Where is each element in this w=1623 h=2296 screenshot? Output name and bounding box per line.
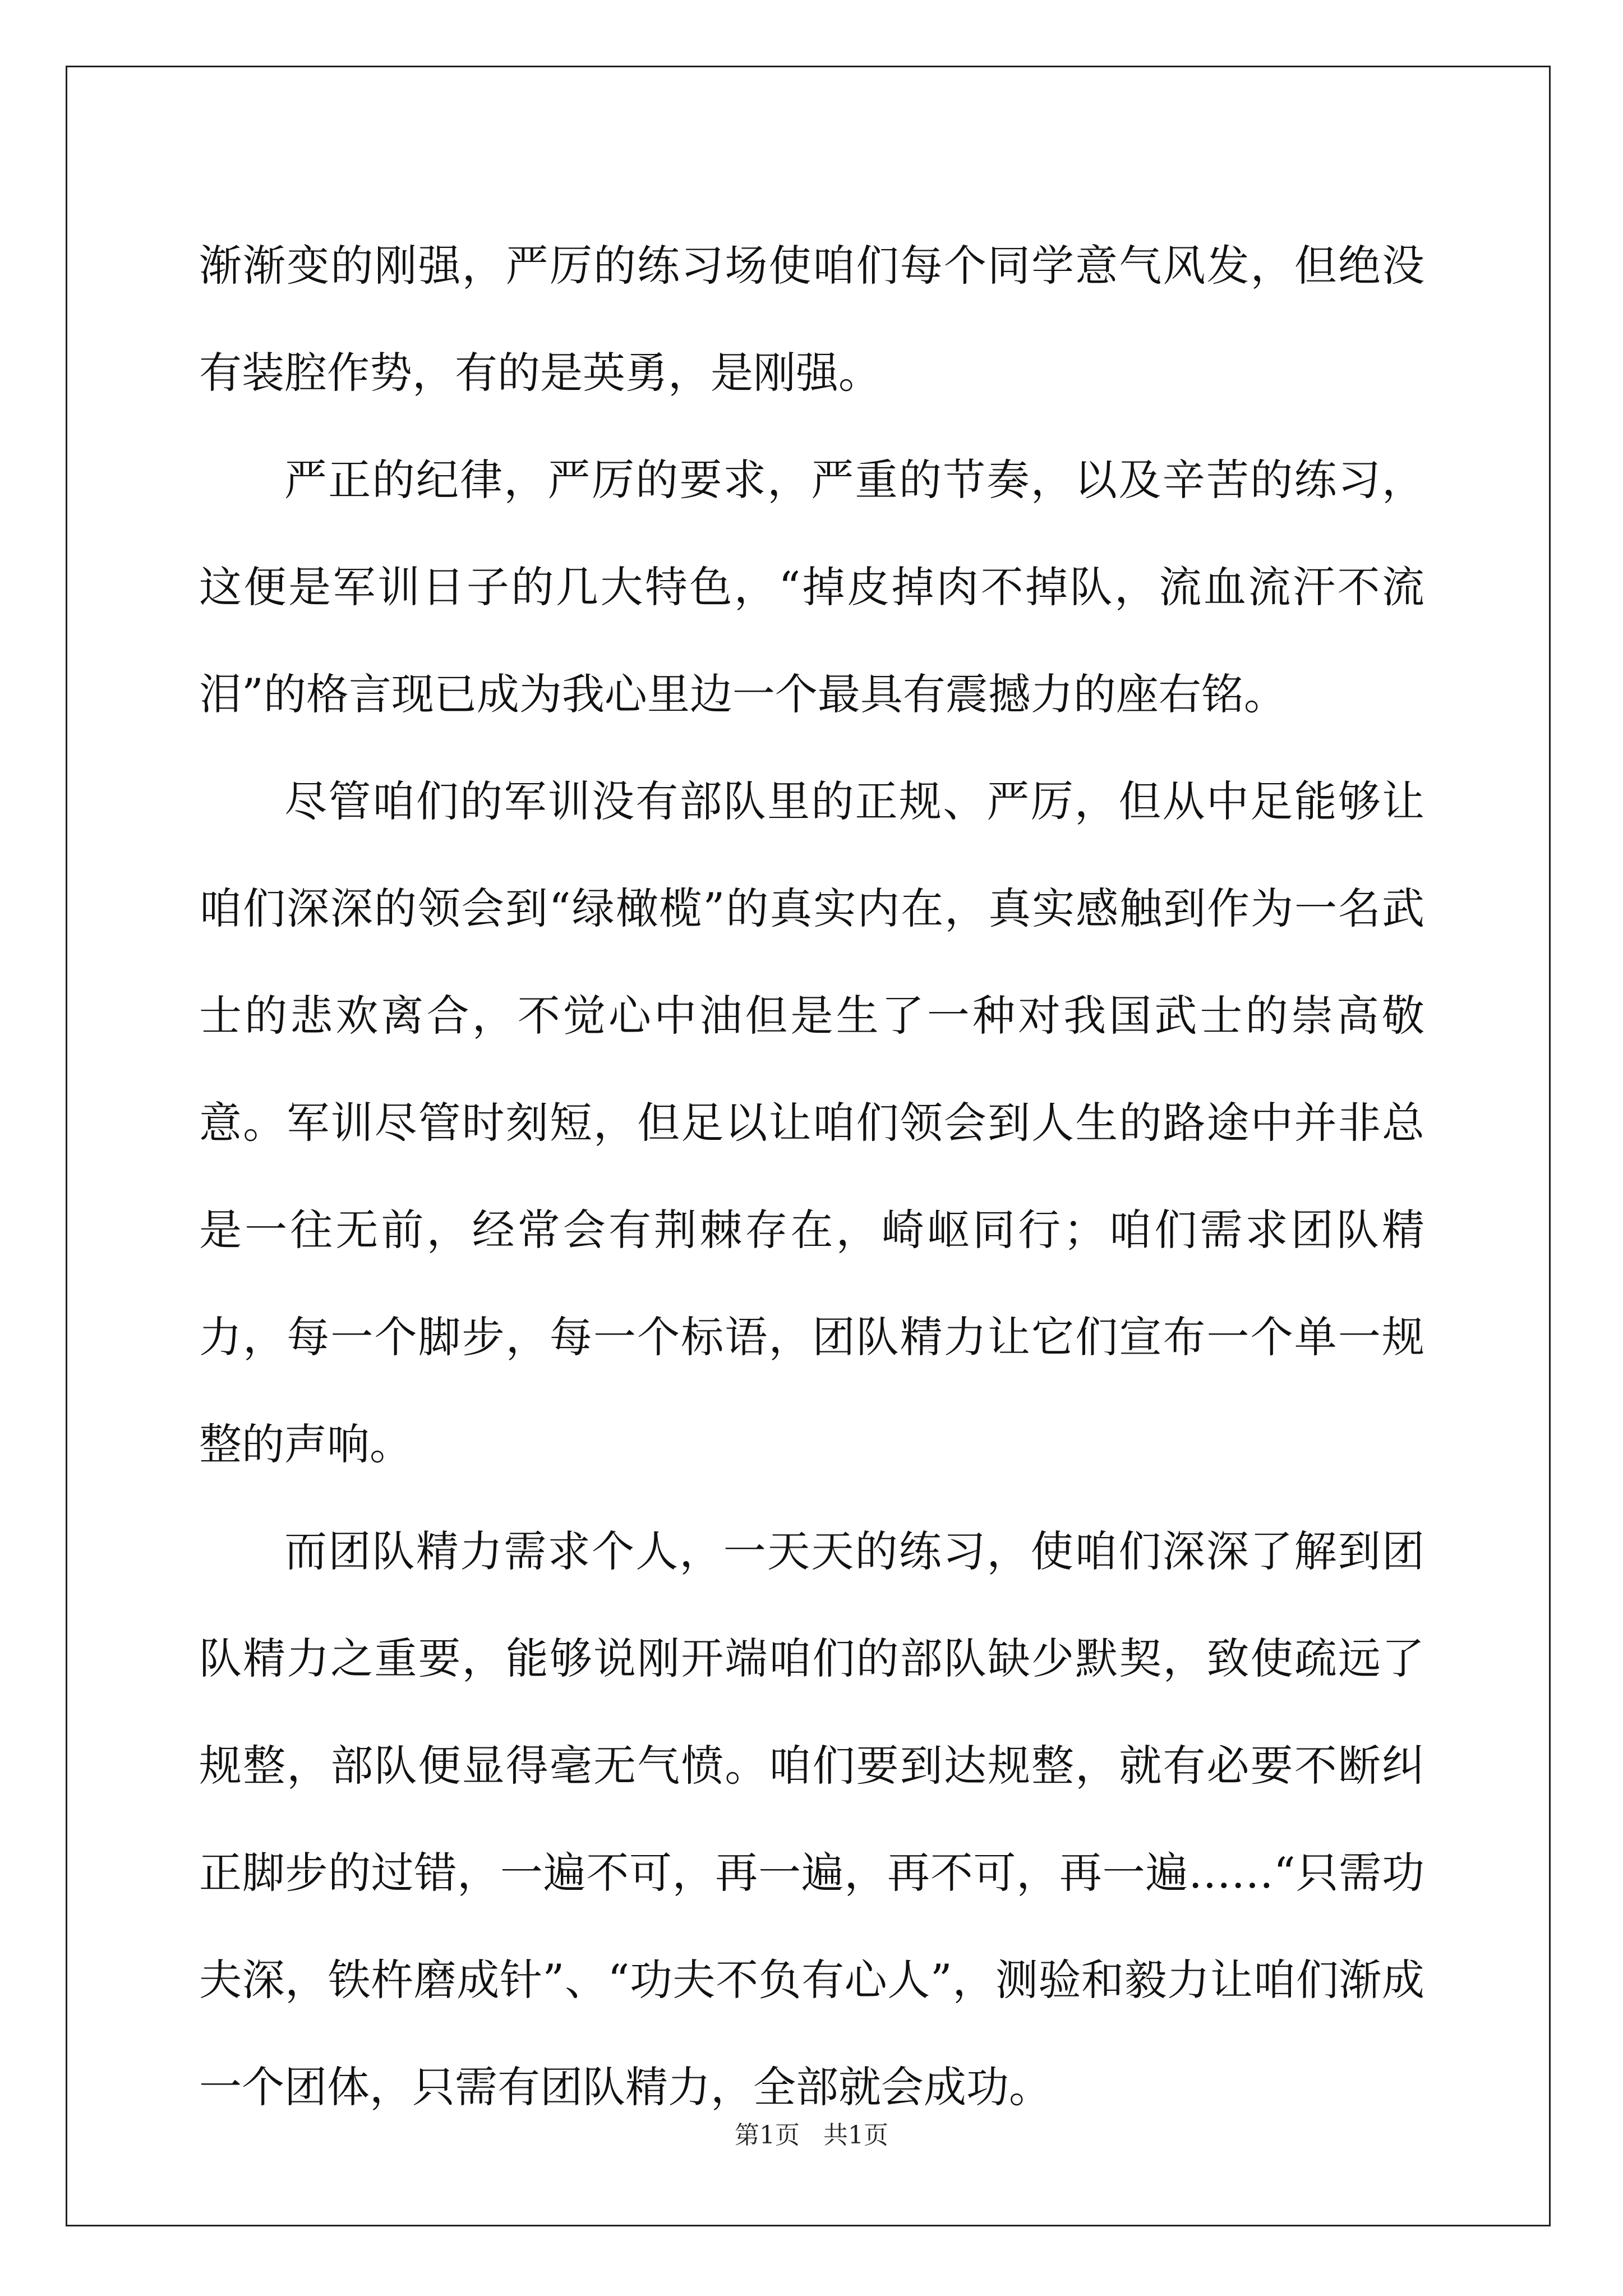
paragraph-3: 尽管咱们的军训没有部队里的正规、严厉，但从中足能够让咱们深深的领会到“绿橄榄”的真实内在，真实感触到作为一名武士的悲欢离合，不觉心中油但是生了一种对我国武士的崇高敬意。军训尽管时刻短，但足以让咱们领会到人生的路途中并非总是一往无前，经常会有荆棘存在，崎岖同行；咱们需求团队精力，每一个脚步，每一个标语，团队精力让它们宣布一个单一规整的声响。: [199, 776, 1424, 1469]
paragraph-4: 而团队精力需求个人，一天天的练习，使咱们深深了解到团队精力之重要，能够说刚开端咱们的部队缺少默契，致使疏远了规整，部队便显得毫无气愤。咱们要到达规整，就有必要不断纠正脚步的过错，一遍不可，再一遍，再不可，再一遍……“只需功夫深，铁杵磨成针”、“功夫不负有心人”，测验和毅力让咱们渐成一个团体，只需有团队精力，全部就会成功。: [199, 1526, 1424, 2112]
document-body: [199, 212, 1424, 2141]
paragraph-2: 严正的纪律，严厉的要求，严重的节奏，以及辛苦的练习，这便是军训日子的几大特色，“掉皮掉肉不掉队，流血流汗不流泪”的格言现已成为我心里边一个最具有震撼力的座右铭。: [199, 455, 1424, 719]
paragraph-1: 渐渐变的刚强，严厉的练习场使咱们每个同学意气风发，但绝没有装腔作势，有的是英勇，是刚强。: [199, 241, 1424, 398]
page-footer: 第1页 共1页: [735, 2121, 888, 2150]
